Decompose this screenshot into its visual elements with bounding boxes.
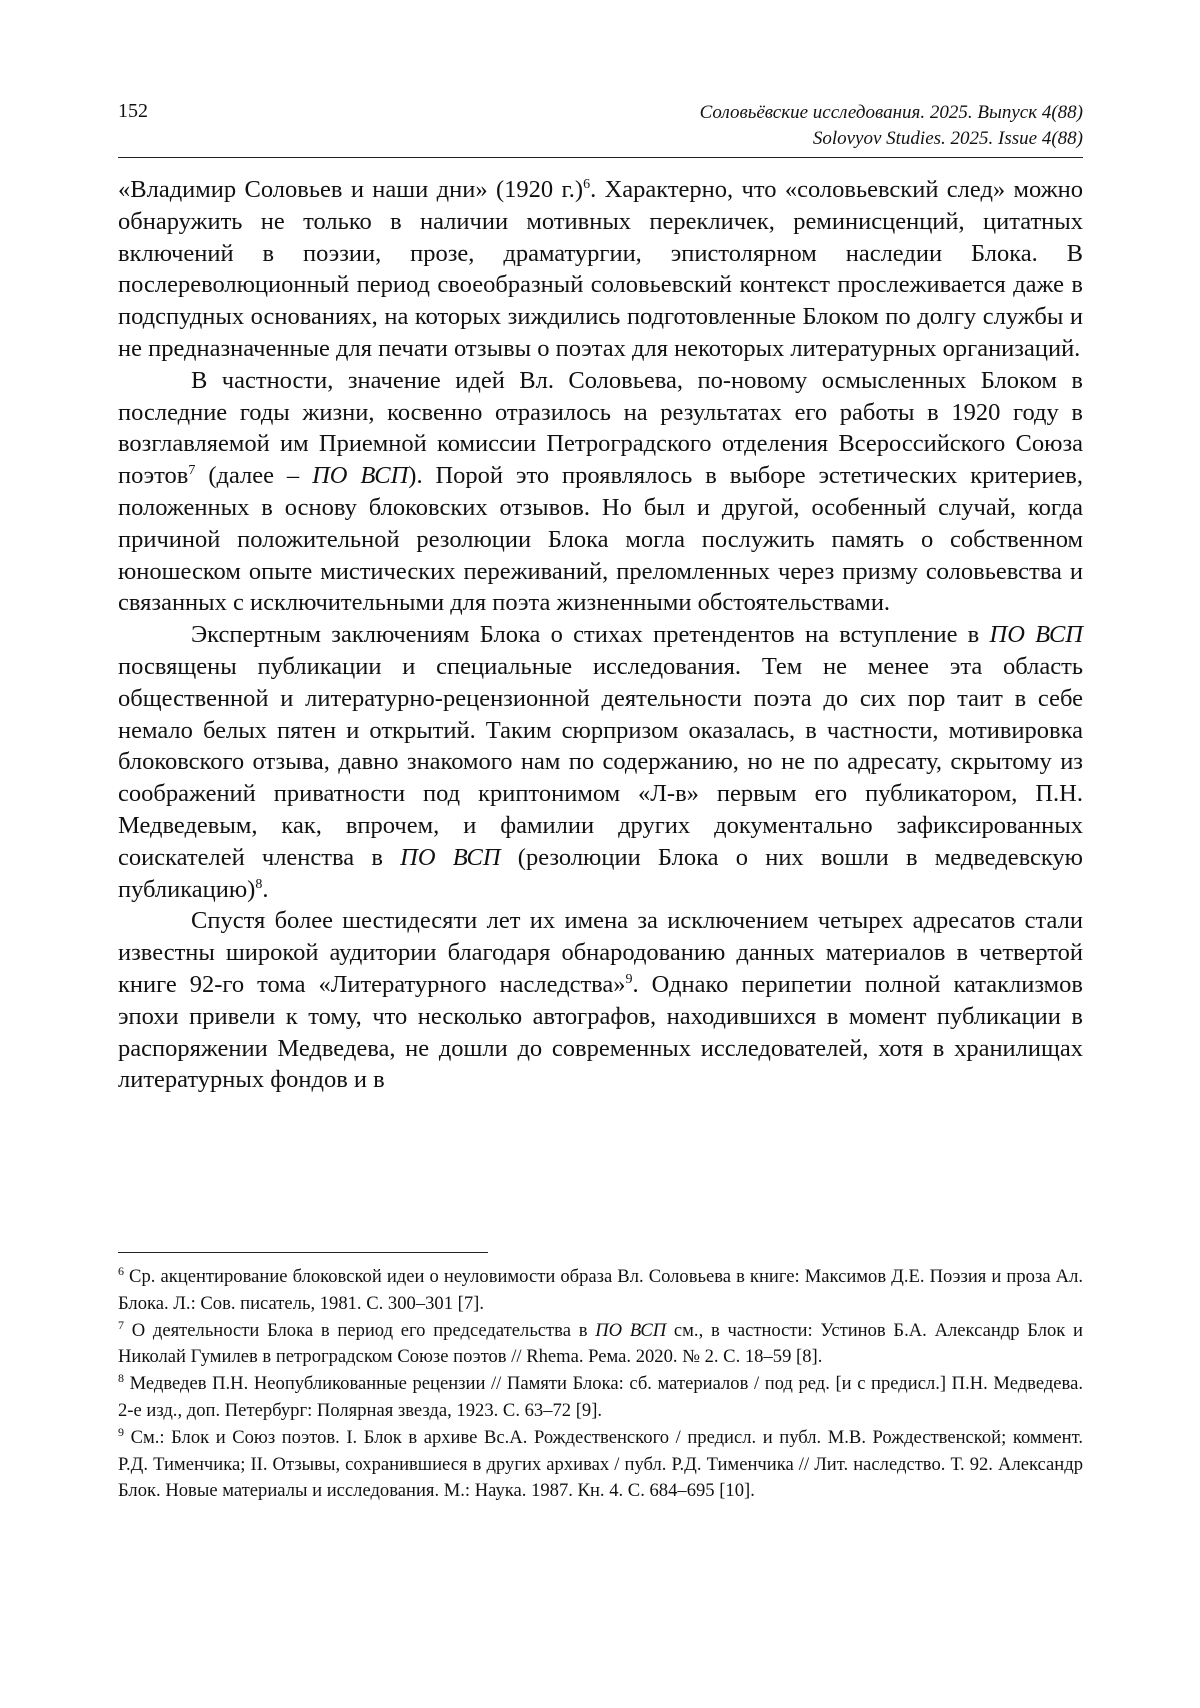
journal-title-ru: Соловьёвские исследования. 2025. Выпуск 4(88) [699,102,1083,123]
journal-title-en: Solovyov Studies. 2025. Issue 4(88) [812,128,1083,149]
footnotes [118,1264,1083,1505]
running-head [118,100,1083,158]
paragraph-2: В частности, значение идей Вл. Соловьева, по-новому осмысленных Блоком в последние годы жизни, косвенно отразилось на результатах его работы в 1920 году в возглавляемой им Приемной комиссии Петроградского отделения Всероссийского Союза поэтов$^7$ (далее – ПО ВСП). Порой это проявлялось в выборе эстетических критериев, положенных в основу блоковских отзывов. Но был и другой, особенный случай, когда причиной положительной резолюции Блока могла послужить память о собственном юношеском опыте мистических переживаний, преломленных через призму соловьевства и связанных с исключительными для поэта жизненными обстоятельствами. [118,366,1083,617]
body-text [118,174,1083,1096]
paragraph-4: Спустя более шестидесяти лет их имена за исключением четырех адресатов стали известны широкой аудитории благодаря обнародованию данных материалов в четвертой книге 92-го тома «Литературного наследства»$^9$. Однако перипетии полной катаклизмов эпохи привели к тому, что несколько автографов, находившихся в момент публикации в распоряжении Медведева, не дошли до современных исследователей, хотя в хранилищах литературных фондов и в [118,907,1083,1094]
footnote-8: $^8$ Медведев П.Н. Неопубликованные рецензии // Памяти Блока: сб. материалов / под ред. [и с предисл.] П.Н. Медведева. 2-е изд., доп. Петербург: Полярная звезда, 1923. С. 63–72 [9]. [118,1371,1083,1421]
abbr-po-vsp: ПО ВСП [989,621,1083,649]
abbr-po-vsp: ПО ВСП [400,843,501,871]
journal-title [700,100,1083,152]
page-number: 152 [118,100,148,122]
paragraph-1: «Владимир Соловьев и наши дни» (1920 г.)$^6$. Характерно, что «соловьевский след» можно обнаружить не только в наличии мотивных перекличек, реминисценций, цитатных включений в поэзии, прозе, драматургии, эпистолярном наследии Блока. В послереволюционный период своеобразный соловьевский контекст прослеживается даже в подспудных основаниях, на которых зиждились подготовленные Блоком по долгу службы и не предназначенные для печати отзывы о поэтах для некоторых литературных организаций. [118,176,1083,362]
footnote-7: $^7$ О деятельности Блока в период его председательства в ПО ВСП см., в частности: Устинов Б.А. Александр Блок и Николай Гумилев в петроградском Союзе поэтов // Rhema. Рема. 2020. № 2. С. 18–59 [8]. [118,1317,1084,1368]
page [118,100,1083,1680]
paragraph-3: Экспертным заключениям Блока о стихах претендентов на вступление в ПО ВСП посвящены публикации и специальные исследования. Тем не менее эта область общественной и литературно-рецензионной деятельности поэта до сих пор таит в себе немало белых пятен и открытий. Таким сюрпризом оказалась, в частности, мотивировка блоковского отзыва, давно знакомого нам по содержанию, но не по адресату, скрытому из соображений приватности под криптонимом «Л-в» первым его публикатором, П.Н. Медведевым, как, впрочем, и фамилии других документально зафиксированных соискателей членства в ПО ВСП (резолюции Блока о них вошли в медведевскую публикацию)$^8$. [118,621,1083,903]
footnote-ref-8[interactable]: 8 [255,876,263,892]
footnote-ref-9[interactable]: 9 [625,971,633,987]
footnote-ref-6[interactable]: 6 [583,176,591,192]
footnote-6: $^6$ Ср. акцентирование блоковской идеи о неуловимости образа Вл. Соловьева в книге: Максимов Д.Е. Поэзия и проза Ал. Блока. Л.: Сов. писатель, 1981. С. 300–301 [7]. [118,1263,1083,1314]
abbr-po-vsp: ПО ВСП [312,462,409,490]
footnote-ref-7[interactable]: 7 [188,463,196,479]
footnote-separator [118,1252,488,1253]
footnote-9: $^9$ См.: Блок и Союз поэтов. I. Блок в архиве Вс.А. Рождественского / предисл. и публ. М.В. Рождественской; коммент. Р.Д. Тименчика; II. Отзывы, сохранившиеся в других архивах / публ. Р.Д. Тименчика // Лит. наследство. Т. 92. Александр Блок. Новые материалы и исследования. М.: Наука. 1987. Кн. 4. С. 684–695 [10]. [118,1424,1083,1502]
